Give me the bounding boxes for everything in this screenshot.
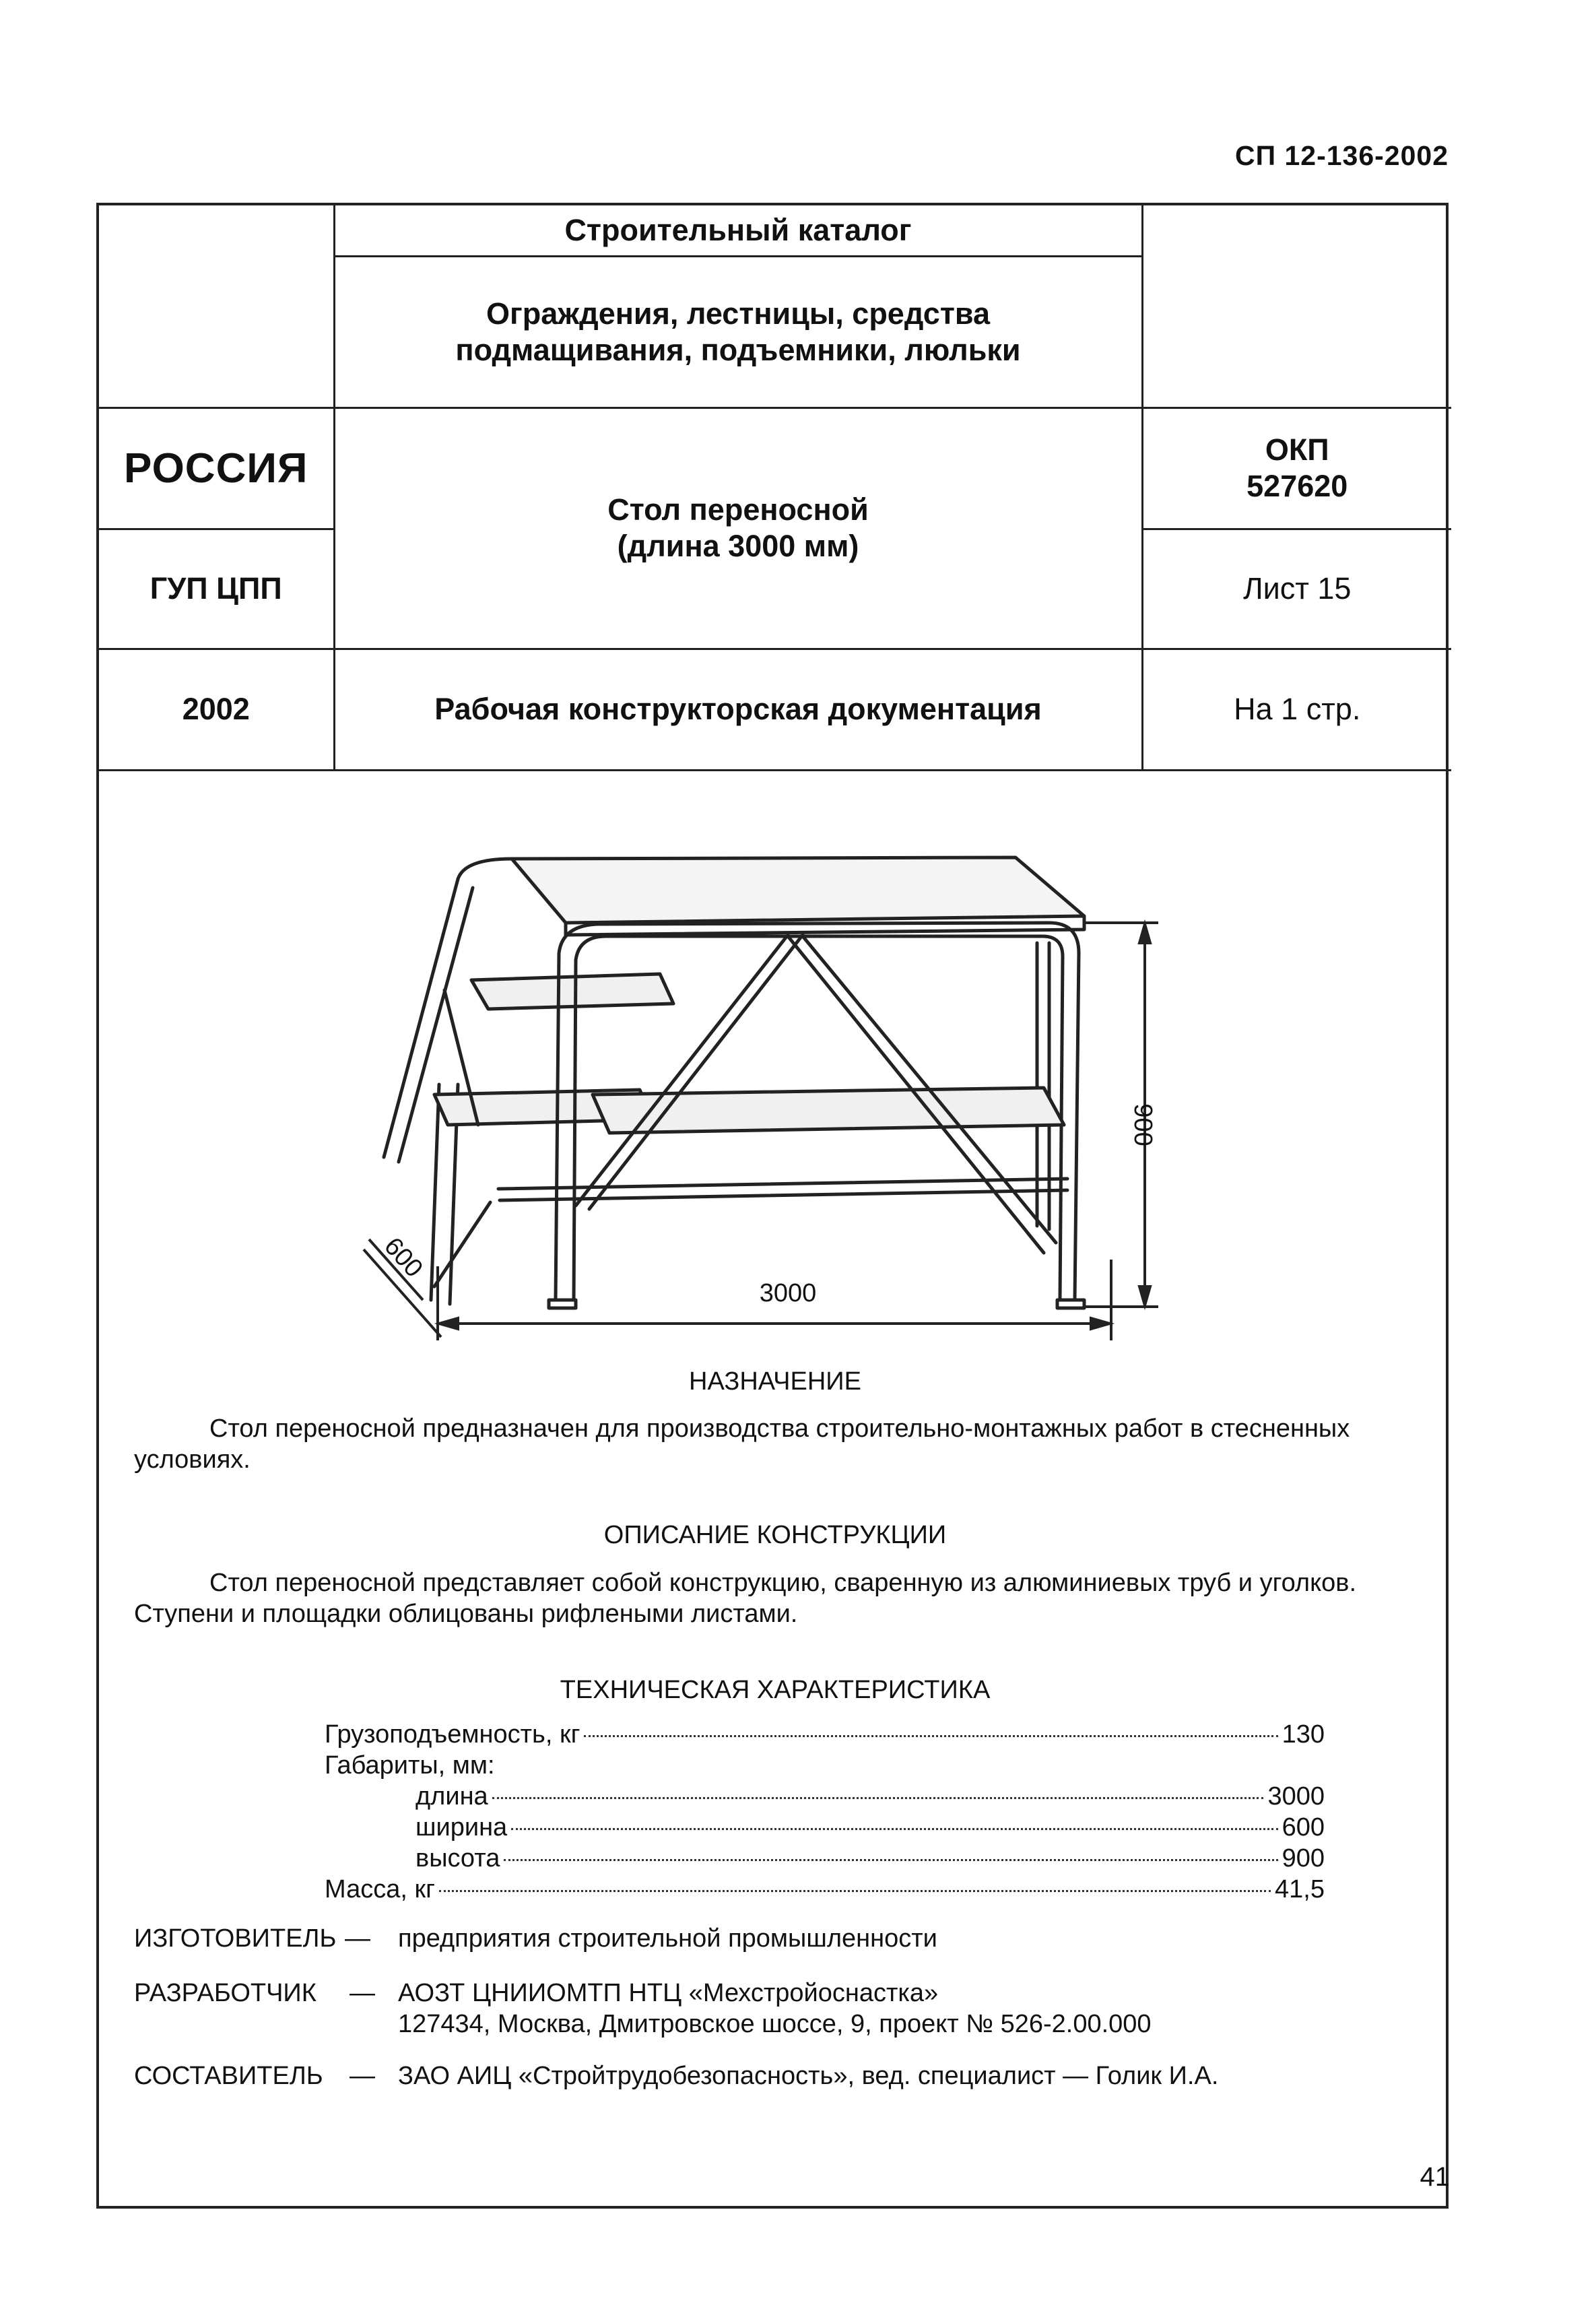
spec-row-capacity: Грузоподъемность, кг 130	[325, 1720, 1325, 1749]
catalog-title: Строительный каталог	[334, 205, 1142, 256]
sheet-number: Лист 15	[1142, 529, 1451, 649]
author-dash: —	[350, 2062, 375, 2090]
author-label: СОСТАВИТЕЛЬ	[134, 2062, 323, 2090]
spec-row-mass: Масса, кг 41,5	[325, 1875, 1325, 1903]
spec-row-dimensions: Габариты, мм:	[325, 1751, 495, 1780]
maker-dash: —	[345, 1924, 370, 1953]
dimension-length-label: 3000	[759, 1279, 817, 1307]
developer-address: 127434, Москва, Дмитровское шоссе, 9, проект № 526-2.00.000	[398, 2010, 1152, 2038]
dimension-width-label: 600	[378, 1232, 428, 1283]
page-number: 41	[1420, 2162, 1450, 2192]
header-blank-left	[99, 205, 334, 408]
purpose-heading: НАЗНАЧЕНИЕ	[689, 1367, 861, 1396]
specs-list	[325, 1719, 1325, 1905]
year-label: 2002	[99, 649, 334, 770]
document-code: СП 12-136-2002	[1235, 140, 1449, 171]
drawing-step-upper	[471, 974, 673, 1009]
purpose-text: Стол переносной предназначен для производства строительно-монтажных работ в стесненных условиях.	[134, 1414, 1350, 1474]
organization-label: ГУП ЦПП	[99, 529, 334, 649]
construction-heading: ОПИСАНИЕ КОНСТРУКЦИИ	[603, 1521, 947, 1549]
header-blank-right	[1142, 205, 1451, 408]
developer-dash: —	[350, 1979, 375, 2007]
header-table	[99, 205, 1451, 771]
construction-text: Стол переносной представляет собой конструкцию, сваренную из алюминиевых труб и уголков. Ступени и площадки облицованы рифлеными листами.	[134, 1569, 1357, 1628]
author-value: ЗАО АИЦ «Стройтрудобезопасность», вед. специалист — Голик И.А.	[398, 2062, 1219, 2090]
page-count: На 1 стр.	[1142, 649, 1451, 770]
doc-type: Рабочая конструкторская документация	[334, 649, 1142, 770]
developer-label: РАЗРАБОТЧИК	[134, 1979, 317, 2007]
drawing-top-platform	[512, 857, 1084, 923]
developer-name: АОЗТ ЦНИИОМТП НТЦ «Мехстройоснастка»	[398, 1979, 939, 2007]
specs-heading: ТЕХНИЧЕСКАЯ ХАРАКТЕРИСТИКА	[560, 1676, 991, 1704]
product-name: Стол переносной (длина 3000 мм)	[334, 408, 1142, 649]
maker-label: ИЗГОТОВИТЕЛЬ	[134, 1924, 337, 1953]
spec-row-height: высота 900	[415, 1844, 1325, 1873]
dimension-height-label: 900	[1129, 1103, 1157, 1146]
catalog-section: Ограждения, лестницы, средства подмащивания, подъемники, люльки	[334, 256, 1142, 408]
okp-code: ОКП 527620	[1142, 408, 1451, 529]
spec-row-width: ширина 600	[415, 1813, 1325, 1842]
maker-value: предприятия строительной промышленности	[398, 1924, 937, 1953]
table-drawing	[323, 828, 1199, 1340]
spec-row-length: длина 3000	[415, 1782, 1325, 1811]
credits-block	[134, 1923, 1414, 2098]
country-label: РОССИЯ	[99, 408, 334, 529]
